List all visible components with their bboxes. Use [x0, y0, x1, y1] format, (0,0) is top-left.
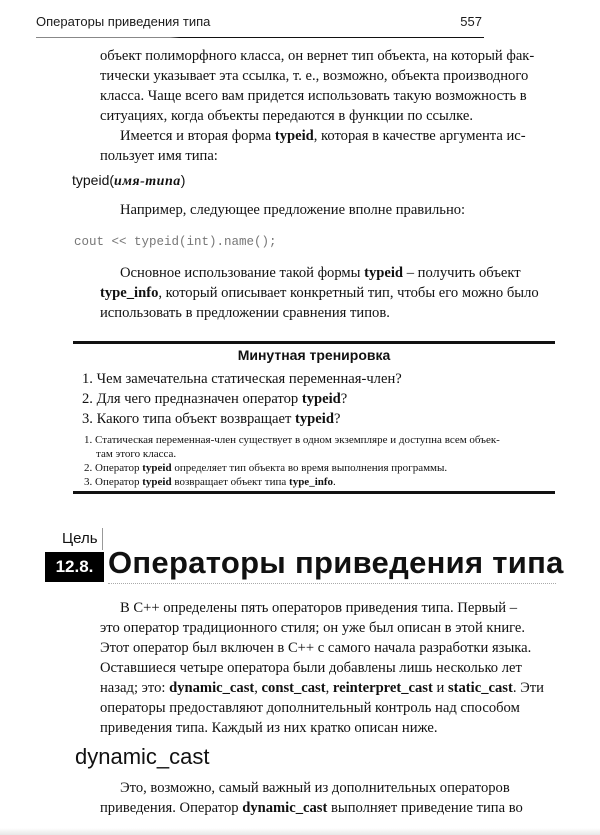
- quiz-answer: 1. Статическая переменная-член существует в одном экземпляре и доступна всем объек- там этого класса.: [84, 434, 500, 460]
- goal-divider: [102, 528, 103, 550]
- text-line: класса. Чаще всего вам придется использовать такую возможность в: [100, 88, 527, 104]
- section-underline: [108, 583, 556, 585]
- quiz-bottom-rule: [73, 491, 555, 494]
- scan-edge-shadow: [0, 828, 600, 835]
- intro-paragraph: [100, 46, 535, 166]
- text-line: тически указывает эта ссылка, т. е., возможно, объекта производного: [100, 68, 529, 84]
- quiz-question: 2. Для чего предназначен оператор typeid?: [82, 391, 348, 407]
- text-line: Имеется и вторая форма typeid, которая в качестве аргумента ис-: [120, 128, 526, 144]
- quiz-answer: 3. Оператор typeid возвращает объект типа type_info.: [84, 476, 336, 488]
- usage-paragraph: Основное использование такой формы typeid – получить объект type_info, который описывает конкретный тип, чтобы его можно было использовать в предложении сравнения типов.: [100, 265, 539, 321]
- keyword-typeid: typeid: [364, 265, 404, 281]
- header-divider: [36, 37, 484, 38]
- keyword-reinterpret-cast: reinterpret_cast: [332, 680, 433, 696]
- syntax-param: имя-типа: [114, 174, 181, 189]
- subsection-title: dynamic_cast: [75, 744, 210, 769]
- quiz-title: Минутная тренировка: [237, 347, 391, 363]
- quiz-answer: 2. Оператор typeid определяет тип объекта во время выполнения программы.: [84, 462, 448, 474]
- keyword-dynamic-cast: dynamic_cast: [242, 800, 328, 816]
- section-paragraph: В C++ определены пять операторов приведения типа. Первый – это оператор традиционного стиля; он уже был описан в этой книге. Этот оператор был включен в C++ с самого начала разработки языка. Оставшиеся четыре оператора были добавлены лишь несколько лет назад; это: dynamic_cast, const_cast, reinterpret_cast и static_cast. Эти операторы предоставляют дополнительный контроль над способом приведения типа. Каждый из них кратко описан ниже.: [100, 600, 544, 736]
- text-line: объект полиморфного класса, он вернет тип объекта, на который фак-: [100, 48, 535, 64]
- section-title: Операторы приведения типа: [108, 545, 564, 580]
- quiz-top-rule: [73, 341, 555, 344]
- running-header-title: Операторы приведения типа: [36, 14, 211, 29]
- code-snippet: cout << typeid(int).name();: [74, 235, 277, 249]
- syntax-typeid: typeid(имя-типа): [72, 172, 186, 189]
- text-line: ситуациях, когда объекты передаются в функции по ссылке.: [100, 108, 473, 124]
- quiz-question: 3. Какого типа объект возвращает typeid?: [82, 411, 341, 427]
- keyword-const-cast: const_cast: [261, 680, 326, 696]
- text-line: пользует имя типа:: [100, 148, 218, 164]
- goal-label: Цель: [62, 530, 98, 547]
- quiz-question: 1. Чем замечательна статическая переменная-член?: [82, 371, 402, 387]
- keyword-dynamic-cast: dynamic_cast: [169, 680, 255, 696]
- subsection-paragraph: Это, возможно, самый важный из дополнительных операторов приведения. Оператор dynamic_cast выполняет приведение типа во: [100, 780, 523, 816]
- keyword-static-cast: static_cast: [447, 680, 513, 696]
- example-intro: Например, следующее предложение вполне правильно:: [120, 202, 466, 218]
- goal-number-badge: 12.8.: [45, 552, 104, 582]
- page-number: 557: [460, 14, 482, 29]
- keyword-typeid: typeid: [274, 128, 314, 144]
- keyword-type-info: type_info: [100, 285, 159, 301]
